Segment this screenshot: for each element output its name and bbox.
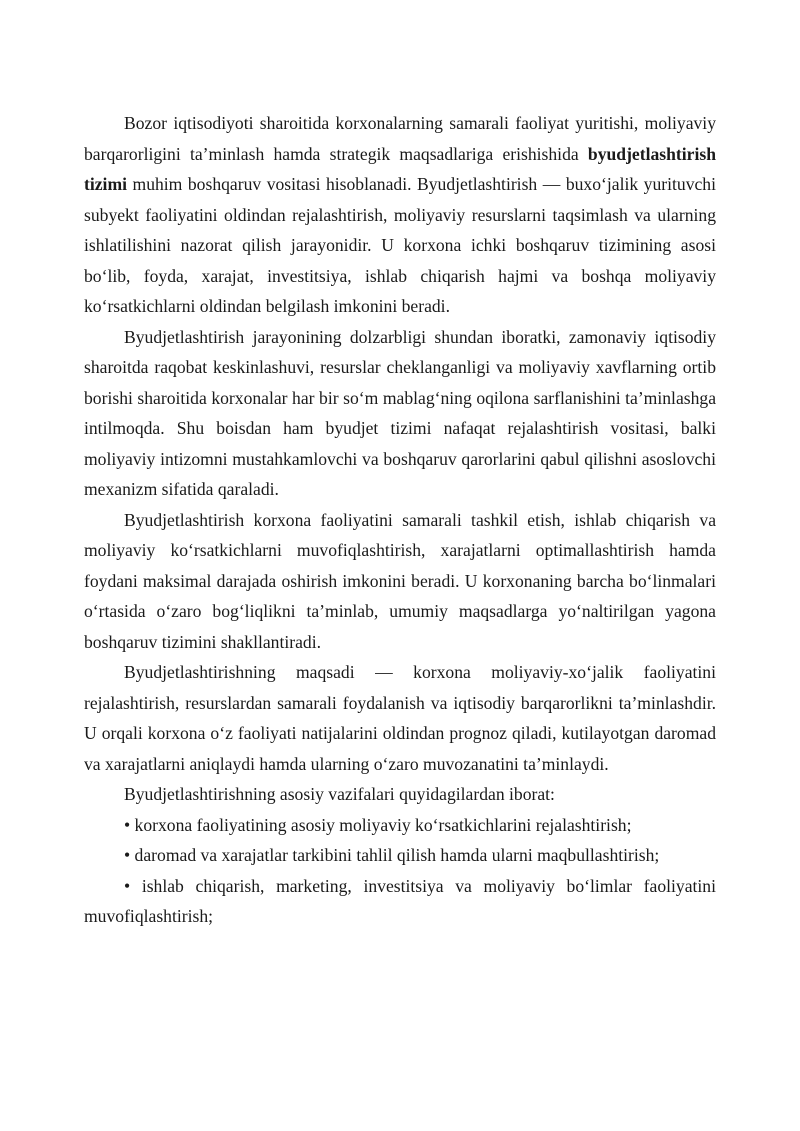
- paragraph-intro-text: Bozor iqtisodiyoti sharoitida korxonalarning samarali faoliyat yuritishi, moliyaviy barqarorligini ta’minlash hamda strategik maqsadlariga erishishida: [84, 113, 716, 164]
- paragraph-tasks-intro: Byudjetlashtirishning asosiy vazifalari quyidagilardan iborat:: [124, 784, 555, 804]
- list-item: • korxona faoliyatining asosiy moliyaviy ko‘rsatkichlarini rejalashtirish;: [124, 814, 632, 835]
- list-item: • ishlab chiqarish, marketing, investitsiya va moliyaviy bo‘limlar faoliyatini muvofiqlashtirish;: [84, 875, 716, 926]
- paragraph-intro: [84, 108, 716, 322]
- paragraph-relevance: Byudjetlashtirish jarayonining dolzarbligi shundan iboratki, zamonaviy iqtisodiy sharoitda raqobat keskinlashuvi, resurslar cheklanganligi va moliyaviy xavflarning ortib borishi sharoitida korxonalar har bir so‘m mablag‘ning oqilona sarflanishini ta’minlashga intilmoqda. Shu boisdan ham byudjet tizimi nafaqat rejalashtirish vositasi, balki moliyaviy intizomni mustahkamlovchi va boshqaruv qarorlarini qabul qilishni asoslovchi mexanizm sifatida qaraladi.: [84, 326, 716, 499]
- paragraph-intro-text-cont: muhim boshqaruv vositasi hisoblanadi. Byudjetlashtirish — buxo‘jalik yurituvchi subyekt faoliyatini oldindan rejalashtirish, moliyaviy resurslarni taqsimlash va ularning ishlatilishini nazorat qilish jarayonidir. U korxona ichki boshqaruv tizimining asosi bo‘lib, foyda, xarajat, investitsiya, ishlab chiqarish hajmi va boshqa moliyaviy ko‘rsatkichlarni oldindan belgilash imkonini beradi.: [84, 174, 716, 316]
- document-page: [84, 108, 716, 932]
- list-item: • daromad va xarajatlar tarkibini tahlil qilish hamda ularni maqbullashtirish;: [124, 845, 660, 865]
- paragraph-goal: Byudjetlashtirishning maqsadi — korxona moliyaviy-xo‘jalik faoliyatini rejalashtirish, resurslardan samarali foydalanish va iqtisodiy barqarorlikni ta’minlashdir. U orqali korxona o‘z faoliyati natijalarini oldindan prognoz qiladi, kutilayotgan daromad va xarajatlarni aniqlaydi hamda ularning o‘zaro muvozanatini ta’minlaydi.: [84, 662, 716, 774]
- paragraph-benefits: Byudjetlashtirish korxona faoliyatini samarali tashkil etish, ishlab chiqarish va moliyaviy ko‘rsatkichlarni muvofiqlashtirish, xarajatlarni optimallashtirish hamda foydani maksimal darajada oshirish imkonini beradi. U korxonaning barcha bo‘linmalari o‘rtasida o‘zaro bog‘liqlikni ta’minlab, umumiy maqsadlarga yo‘naltirilgan yagona boshqaruv tizimini shakllantiradi.: [84, 509, 716, 652]
- bold-term: byudjetlashtirish tizimi: [84, 143, 716, 194]
